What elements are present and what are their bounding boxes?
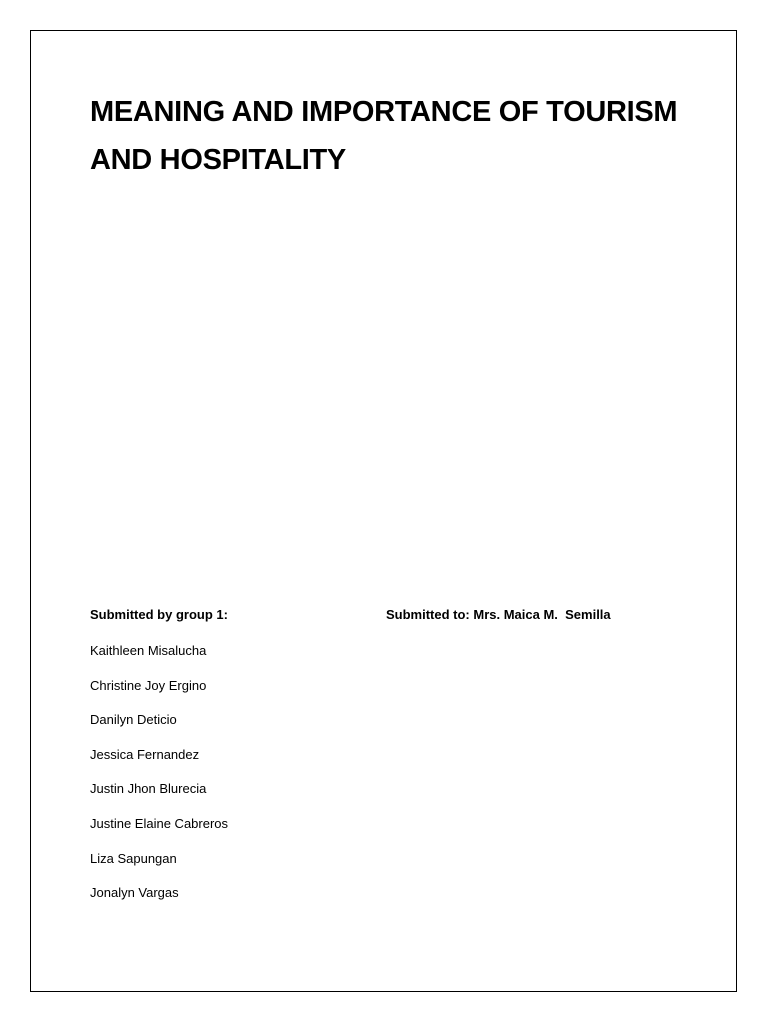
group-member: Danilyn Deticio [90,712,177,728]
document-title [90,88,710,184]
group-member: Jonalyn Vargas [90,885,179,901]
group-member: Kaithleen Misalucha [90,643,207,658]
group-member: Liza Sapungan [90,850,177,866]
group-member: Justin Jhon Blurecia [90,781,207,797]
group-members-list [90,642,228,919]
group-member: Christine Joy Ergino [90,677,207,693]
group-member: Justine Elaine Cabreros [90,815,229,831]
submitted-to-heading: Submitted to: Mrs. Maica M. Semilla [386,607,611,622]
submitted-by-heading: Submitted by group 1: [90,607,228,622]
document-title-line-2: AND HOSPITALITY [90,144,346,176]
group-member: Jessica Fernandez [90,746,200,762]
document-title-line-1: MEANING AND IMPORTANCE OF TOURISM [90,96,678,128]
